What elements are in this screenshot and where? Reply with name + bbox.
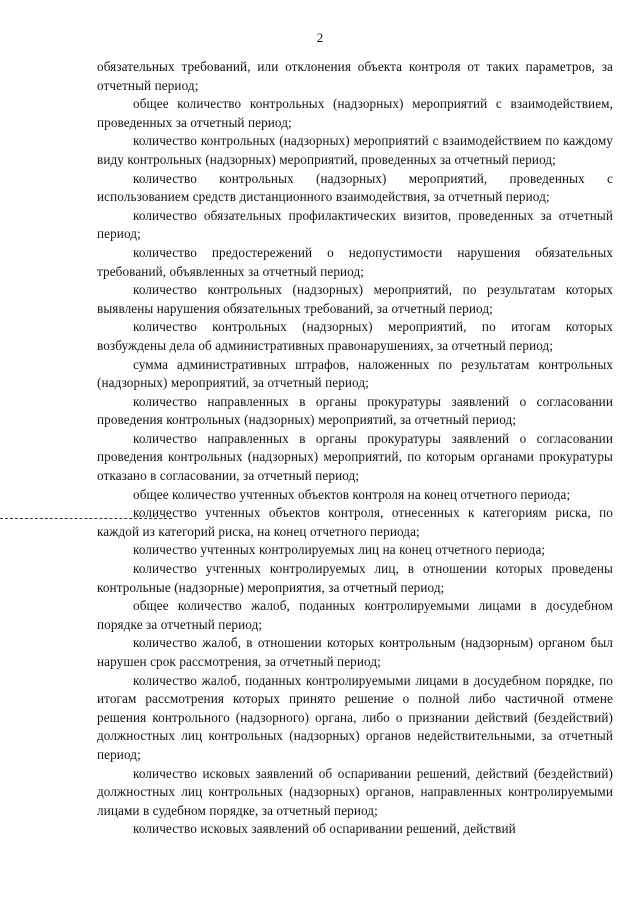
paragraph: общее количество учтенных объектов контроля на конец отчетного периода; [133,486,571,502]
paragraph: количество предостережений о недопустимости нарушения обязательных требований, объявленных за отчетный период; [97,244,613,279]
paragraph: количество направленных в органы прокуратуры заявлений о согласовании проведения контрольных (надзорных) мероприятий, по которым органами прокуратуры отказано в согласовании, за отчетный период; [97,430,613,484]
paragraph: общее количество жалоб, поданных контролируемыми лицами в досудебном порядке за отчетный период; [97,598,613,632]
paragraph: количество обязательных профилактических визитов, проведенных за отчетный период; [97,207,613,242]
paragraph: количество исковых заявлений об оспаривании решений, действий [133,821,516,837]
paragraph: количество исковых заявлений об оспаривании решений, действий (бездействий) должностных лиц контрольных (надзорных) органов, направленных контролируемыми лицами в судебном порядке, за отчетный период; [97,765,613,818]
paragraph: количество учтенных объектов контроля, отнесенных к категориям риска, по каждой из категорий риска, на конец отчетного периода; [97,505,613,539]
paragraph: количество контрольных (надзорных) мероприятий, проведенных с использованием средств дистанционного взаимодействия, за отчетный период; [97,170,613,205]
paragraph: количество контрольных (надзорных) мероприятий, по результатам которых выявлены нарушения обязательных требований, за отчетный период; [97,282,613,316]
paragraph: количество жалоб, в отношении которых контрольным (надзорным) органом был нарушен срок рассмотрения, за отчетный период; [97,635,613,669]
paragraph: количество направленных в органы прокуратуры заявлений о согласовании проведения контрольных (надзорных) мероприятий, за отчетный период; [97,393,613,428]
paragraph: сумма административных штрафов, наложенных по результатам контрольных (надзорных) мероприятий, за отчетный период; [97,356,613,391]
paragraph: общее количество контрольных (надзорных) мероприятий с взаимодействием, проведенных за отчетный период; [97,96,613,130]
document-body [97,58,613,839]
paragraph: количество контрольных (надзорных) мероприятий с взаимодействием по каждому виду контрольных (надзорных) мероприятий, проведенных за отчетный период; [97,133,613,167]
paragraph: количество учтенных контролируемых лиц, в отношении которых проведены контрольные (надзорные) мероприятия, за отчетный период; [97,561,613,595]
page-number: 2 [316,30,324,45]
paragraph: количество учтенных контролируемых лиц на конец отчетного периода; [133,542,546,558]
paragraph: количество контрольных (надзорных) мероприятий, по итогам которых возбуждены дела об административных правонарушениях, за отчетный период; [97,319,613,353]
paragraph: количество жалоб, поданных контролируемыми лицами в досудебном порядке, по итогам рассмотрения которых принято решение о полной либо частичной отмене решения контрольного (надзорного) органа, либо о признании действий (бездействий) должностных лиц контрольных (надзорных) органов недействительными, за отчетный период; [97,672,613,762]
paragraph: обязательных требований, или отклонения объекта контроля от таких параметров, за отчетный период; [97,59,613,93]
